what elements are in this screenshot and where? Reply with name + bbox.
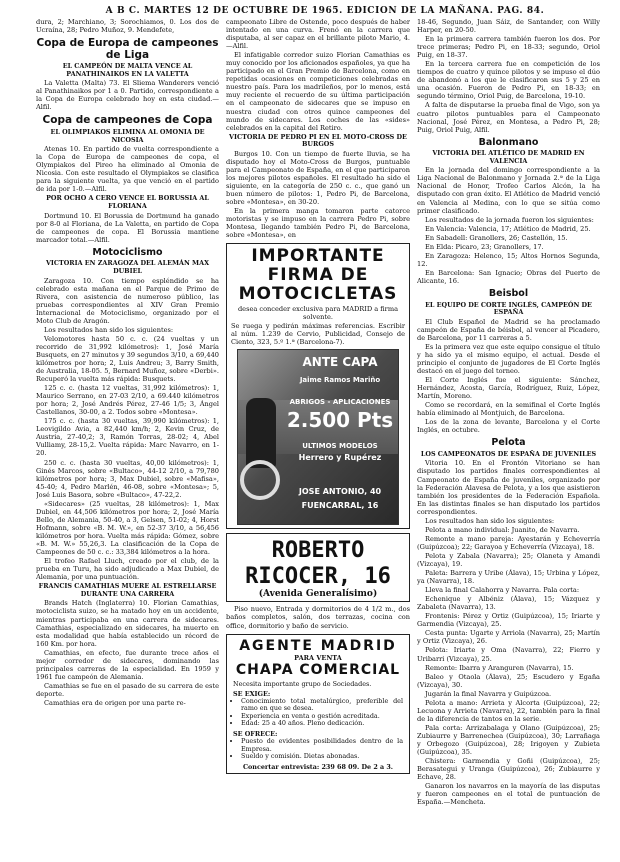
ad-photo-price: 2.500 Pts [286, 408, 394, 433]
paragraph: Es la primera vez que este equipo consigue el título y ha sido ya el mismo equipo, el actual. Desde el principio el conjunto de jugadores de El Corte Inglés destacó en el juego del torneo. [417, 342, 600, 375]
column-3 [417, 18, 600, 856]
paragraph: Dortmund 10. El Borussia de Dortmund ha ganado por 8-0 al Floriana, de La Valetta, en partido de Copa de campeones de copa. El Borussia mantiene marcador total.—Alfil. [36, 211, 219, 244]
paragraph: Burgos 10. Con un tiempo de fuerte lluvia, se ha disputado hoy el Moto-Cross de Burgos, puntuable para el Campeonato de España, en el que participaron los mejores pilotos españoles. El resultado ha sido el siguiente, en la categoría de 250 c. c., que ganó un buen número de pilotos: 1, Pedro Pi, de Barcelona, sobre «Montesa», en 30-20. [226, 149, 410, 207]
section-heading: Motociclismo [92, 246, 163, 258]
subheading: FRANCIS CAMATHIAS MUERE AL ESTRELLARSE DURANTE UNA CARRERA [38, 582, 217, 598]
subheading: POR OCHO A CERO VENCE EL BORUSSIA AL FLORIANA [46, 194, 209, 211]
paragraph: Brands Hatch (Inglaterra) 10. Florian Camathias, motociclista suizo, se ha matado hoy en un accidente, mientras participaba en una carrera de sidecares. Camathias, especializado en sidecares, ha muerto en esta modalidad que había establecido un récord de 160 Km. por hora. [36, 599, 219, 648]
paragraph: Como se recordará, en la semifinal el Corte Inglés había eliminado al Montjuich, de Barcelona. [417, 401, 600, 418]
ad-photo-text: Herrero y Rupérez [298, 453, 382, 463]
list-item: • Experiencia en venta o gestión acreditada. [241, 713, 403, 721]
list-item: • Conocimiento total metalúrgico, preferible del ramo en que se desea. [241, 698, 403, 713]
ad-photo-text: ABRIGOS - APLICACIONES [289, 398, 391, 407]
paragraph: 250 c. c. (hasta 30 vueltas, 40,00 kilómetros): 1, Ginés Marcos, sobre «Bultaco», 44-12 2/10, a 79,780 kilómetros por hora; 3, Max Dubiel, sobre «Mafisa», 45-40; 4, Pedro Marlén, 46-08, sobre «Montesa»; 5, José Luis Basora, sobre «Bultaco», 47-22,2. [36, 458, 219, 499]
column-2 [226, 18, 410, 856]
paragraph: Los resultados han sido los siguientes: [44, 325, 174, 334]
paragraph: Echenique y Albéniz (Álava), 15; Vázquez y Zabaleta (Navarra), 13. [417, 595, 600, 612]
ad-label: SE OFRECE: [233, 730, 278, 739]
paragraph: Frontenis: Pérez y Ortiz (Guipúzcoa), 15; Iriarte y Garmendia (Vizcaya), 25. [417, 612, 600, 629]
ad-label: SE EXIGE: [233, 689, 271, 698]
paragraph: En la primera manga tomaron parte catorce motoristas y se impuso en la carrera Pedro Pi, sobre Montesa, llegando también Pedro Pi, de Barcelona, sobre «Montesa», en [226, 207, 410, 240]
paragraph: «Sidecares» (25 vueltas, 28 kilómetros): 1, Max Dubiel, en 44,506 kilómetros por hora; 2, José María Bello, de Alemania, 50-40, a 3, Gelsen, 51-02; 4, Horst Hofmann, sobre «B. M. W.», en 52-37 3/10, a 56,456 kilómetros por hora. Vuelta más rápida: Gómez, sobre «B. M. W.» 55,26,3. La clasificación de la Copa de Campeones de 50 c. c.: 33,384 kilómetros a la hora. [36, 499, 219, 557]
ad-motorcycle-firm [226, 243, 410, 529]
section-heading: Pelota [491, 437, 526, 449]
wheel-icon [240, 460, 280, 500]
requirements-list [241, 698, 403, 728]
section-heading: Balonmano [478, 136, 539, 148]
paragraph: Paleta: Barrera y Uribe (Álava), 15; Urbina y López, ya (Navarra), 18. [417, 569, 600, 586]
list-item: • Puesto de evidentes posibilidades dentro de la Empresa. [241, 738, 403, 753]
paragraph: En Zaragoza: Helenco, 15; Altos Hornos Segunda, 12. [417, 251, 600, 268]
paragraph: Camathias era de origen por una parte re- [44, 698, 186, 707]
paragraph: Zaragoza 10. Con tiempo espléndido se ha celebrado esta mañana en el Parque de Primo de Rivera, con asistencia de numeroso público, las pruebas correspondientes al XIV Gran Premio Internacional de Motociclismo, organizado por el Moto Club de Aragón. [36, 276, 219, 325]
ad-contact: Concertar entrevista: 239 68 09. De 2 a 3. [242, 762, 394, 771]
paragraph: El trofeo Rafael Lluch, creado por el club, de la prueba en Turu, ha sido adjudicado a Max Dubiel, de Alemania, por una puntuación. [36, 557, 219, 582]
fur-coat-ad-photo [237, 349, 399, 525]
paragraph: En Elda: Picaro, 23; Granollers, 17. [425, 242, 544, 251]
subheading: VICTORIA EN ZARAGOZA DEL ALEMÁN MAX DUBIEL [45, 259, 210, 275]
paragraph: Ganaron los navarros en la mayoría de las disputas y fueron campeones en el total de puntuación de España.—Mencheta. [417, 782, 600, 807]
paragraph: Jugarán la final Navarra y Guipúzcoa. [425, 689, 552, 698]
paragraph: En la primera carrera también fueron los dos. Por trece primeras; Pedro Pi, en 18-33; segundo, Oriol Puig, en 18-37. [417, 35, 600, 60]
paragraph: Remonte a mano pareja: Ayestarán y Echeverría (Guipúzcoa); 22; Garayoa y Echeverría (Vizcaya), 18. [417, 534, 600, 551]
paragraph: En la tercera carrera fue en competición de los tiempos de cuatro y quince pilotos y se impuso el dúo de abandonó a los que le clasificaron sus 5 y 25 en una ocasión. Fueron de Pedro Pi, en 18-33; en segundo término, Oriol Puig, de Barcelona, 19-10. [417, 60, 600, 101]
ad-sales-agent [226, 634, 410, 774]
ad-photo-title: ANTE CAPA [302, 355, 378, 370]
ad-photo-address: FUENCARRAL, 16 [301, 501, 379, 511]
subheading: EL CAMPEÓN DE MALTA VENCE AL PANATHINAIKOS EN LA VALETTA [62, 62, 193, 78]
paragraph: 175 c. c. (hasta 30 vueltas, 39,990 kilómetros): 1, Leovigildo Avia, a 82,440 km/h; 2, Kevin Cruz, de Austria, 27-40,2; 3, Ramón Torras, 28-02; 4, Abel Vulliamy, 28-15,2. Vuelta rápida: Marc Navarro, en 1-20. [36, 417, 219, 458]
paragraph: Baleo y Otaola (Álava), 25; Escudero y Egaña (Vizcaya), 30. [417, 672, 600, 689]
column-1 [36, 18, 219, 856]
paragraph: Piso nuevo, Entrada y dormitorios de 4 1/2 m., dos baños completos, salón, dos terrazas, cocina con office, dormitorio y baño de servicio. [226, 605, 410, 630]
paragraph: campeonato Libre de Ostende, poco después de haber intentado en una curva. Frenó en la carrera que disputaba, al ser capaz en el brillante piloto Mario, 4.—Alfil. [226, 18, 410, 51]
list-item: • Sueldo y comisión. Dietas abonadas. [241, 753, 403, 761]
subheading: EL OLIMPIAKOS ELIMINA AL OMONIA DE NICOSIA [50, 127, 205, 144]
ad-subtitle: PARA VENTA [294, 653, 342, 662]
paragraph: Velomotores hasta 50 c. c. (24 vueltas y un recorrido de 31,992 kilómetros): 1, José María Busquets, en 27 minutos y 39 segundos 3/10, a 69,440 kilómetros por hora; 2, Luis Andreu; 3, Barry Smith, de Australia, 18-05. 5, Bernard Muñoz, sobre «Derbi». Recuperó la vuelta más rápida: Busquets. [36, 334, 219, 384]
subheading: LOS CAMPEONATOS DE ESPAÑA DE JUVENILES [420, 449, 597, 458]
paragraph: Pelota y Zabala (Navarra); 25; Olaneta y Amandi (Vizcaya), 19. [417, 551, 600, 568]
ad-intro: Necesita importante grupo de Sociedades. [233, 679, 372, 688]
section-heading: Copa de Europa de campeones de Liga [36, 37, 219, 61]
list-item: • Edad: 25 a 40 años. Pleno dedicación. [241, 720, 403, 728]
section-heading: Copa de campeones de Copa [42, 114, 213, 127]
ad-apartment [226, 533, 410, 602]
paragraph: Pelota a mano: Arrieta y Alcorta (Guipúzcoa), 22; Lecuona y Arrieta (Navarra), 22, también para la final de la diferencia de tantos en la serie. [417, 698, 600, 723]
subheading: VICTORIA DE PEDRO PI EN EL MOTO-CROSS DE BURGOS [229, 132, 407, 149]
ad-photo-text: Jaime Ramos Mariño [299, 376, 381, 385]
paragraph: En Barcelona: San Ignacio; Obras del Puerto de Alicante, 16. [417, 268, 600, 285]
ad-title: ROBERTO RICOCER, 16 [245, 538, 391, 590]
paragraph: Remonte: Ibarra y Aranguren (Navarra), 15. [425, 663, 574, 672]
paragraph: Chistera: Garmendia y Goñi (Guipúzcoa), 25; Berasategui y Uranga (Guipúzcoa), 26; Zubiaurre y Echave, 28. [417, 757, 600, 782]
paragraph: La Valetta (Malta) 73. El Sliema Wanderers venció al Panathinaikos por 1 a 0. Partido, correspondiente a la Copa de Europa celebrado hoy en esta ciudad.—Alfil. [36, 79, 219, 112]
paragraph: Camathias se fue en el pasado de su carrera de este deporte. [36, 681, 219, 698]
offers-list [241, 738, 403, 761]
ad-text: Se ruega y pedirán máximas referencias. Escribir al núm. 1.239 de Cervio, Publicidad, Consejo de Ciento, 323, 5.º 1.ª (Barcelona-7). [231, 322, 405, 347]
subheading: VICTORIA DEL ATLÉTICO DE MADRID EN VALENCIA [432, 149, 585, 165]
paragraph: Pelota a mano individual: Juanito, de Navarra. [425, 525, 580, 534]
paragraph: Los resultados han sido los siguientes: [425, 516, 555, 525]
paragraph: El Corte Inglés fue el siguiente: Sánchez, Hernández, Acosta, García, Rodríguez, Ruiz, López, Martín, Moreno. [417, 376, 600, 401]
paragraph: dura, 2; Marchiano, 3; Sorochiamos, 0. Los dos de Ucraína, 28; Pedro Muñoz, 9. Mendefete, [36, 18, 219, 35]
paragraph: 125 c. c. (hasta 12 vueltas, 31,992 kilómetros): 1, Maurico Serrano, en 27-03 2/10, a 69.440 kilómetros por hora; 2, José Andrés Pérez, 27-46 1/5; 3, Ángel Castellanos, 30-00, a 2. Todos sobre «Montesa». [36, 384, 219, 417]
paragraph: El infatigable corredor suizo Florian Camathias es muy conocido por los aficionados españoles, ya que ha participado en el Gran Premio de Barcelona, como en repetidas ocasiones en competiciones celebradas en nuestro país. Para los madrileños, por lo menos, está muy reciente el recuerdo de su última participación en el campeonato de sidecares que se impuso en nuestra ciudad con otros quince campeones del mundo de sidecares. Los coches de las «sides» celebrados en la capital del Retiro. [226, 51, 410, 132]
paragraph: Atenas 10. En partido de vuelta correspondiente a la Copa de Europa de campeones de copa, el Olympiakos del Pireo ha eliminado al Omonia de Nicosia. Con este resultado el Olympiakos se clasifica para la siguiente vuelta, ya que venció en el partido de ida por 1-0.—Alfil. [36, 145, 219, 194]
paragraph: En Sabadell: Granollers, 26; Castellón, 15. [425, 233, 568, 242]
page-header: A B C. MARTES 12 DE OCTUBRE DE 1965. EDICION DE LA MAÑANA. PAG. 84. [105, 6, 545, 16]
section-heading: Beisbol [488, 288, 529, 299]
ad-photo-text: ULTIMOS MODELOS [302, 442, 378, 451]
ad-title: IMPORTANTE FIRMA DE MOTOCICLETAS [238, 246, 398, 305]
ad-photo-address: JOSE ANTONIO, 40 [298, 487, 382, 497]
paragraph: Lleva la final Calahorra y Navarra. Pala corta: [425, 586, 580, 595]
paragraph: A falta de disputarse la prueba final de Vigo, son ya cuatro pilotos puntuables para el Campeonato Nacional, José Pérez, en Montesa, a Pedro Pi, 28; Puig, Oriol Puig, Alfil. [417, 101, 600, 134]
paragraph: Los resultados de la jornada fueron los siguientes: [425, 215, 594, 224]
paragraph: 18-46, Segundo, Juan Sáiz, de Santander, con Willy Harper, en 20-50. [417, 18, 600, 35]
paragraph: Vitoria 10. En el Frontón Vitoriano se han disputado los partidos finales correspondientes al Campeonato de España de juveniles, organizado por la Federación Alavesa de Pelota, y a los que asistieron también los presidentes de la Federación Española. En las distintas finales se han disputado los partidos correspondientes. [417, 459, 600, 516]
paragraph: En la jornada del domingo correspondiente a la Liga Nacional de Balonmano y Jornada 2.ª de la Liga Nacional de Honor, Trofeo Carlos Alcón, la ha disputado con gran éxito. El Atlético de Madrid venció en Valencia al Medina, con lo que se sitúa como primer clasificado. [417, 166, 600, 215]
paragraph: Los de la zona de levante, Barcelona y el Corte Inglés, en octubre. [417, 418, 600, 435]
subheading: EL EQUIPO DE CORTE INGLÉS, CAMPEÓN DE ESPAÑA [425, 300, 592, 317]
paragraph: Pelota: Iriarte y Oma (Navarra), 22; Fierro y Uribarri (Vizcaya), 25. [417, 646, 600, 663]
paragraph: El Club Español de Madrid se ha proclamado campeón de España de béisbol, al vencer al Picadero, de Barcelona, por 11 carreras a 5. [417, 317, 600, 342]
ad-subtitle: (Avenida Generalísimo) [258, 589, 378, 600]
paragraph: Pala corta: Arrizabalaga y Olano (Guipúzcoa), 25; Zubiaurre y Barrenechea (Guipúzcoa), 30; Larrañaga y Orbegozo (Guipúzcoa), 28; Irigoyen y Zubieta (Guipúzcoa), 35. [417, 723, 600, 757]
paragraph: Camathias, en efecto, fue durante trece años el mejor corredor de sidecares, dominando las principales carreras de la especialidad. En 1959 y 1961 fue campeón de Alemania. [36, 648, 219, 681]
ad-text: desea conceder exclusiva para MADRID a firma solvente. [237, 305, 399, 322]
paragraph: En Valencia: Valencia, 17; Atlético de Madrid, 25. [425, 224, 591, 233]
ad-title: AGENTE MADRID [239, 637, 397, 654]
ad-title: CHAPA COMERCIAL [235, 661, 401, 678]
model-figure-icon [246, 398, 276, 468]
paragraph: Cesta punta: Ugarte y Arriola (Navarra), 25; Martín y Ortiz (Vizcaya), 26. [417, 629, 600, 646]
